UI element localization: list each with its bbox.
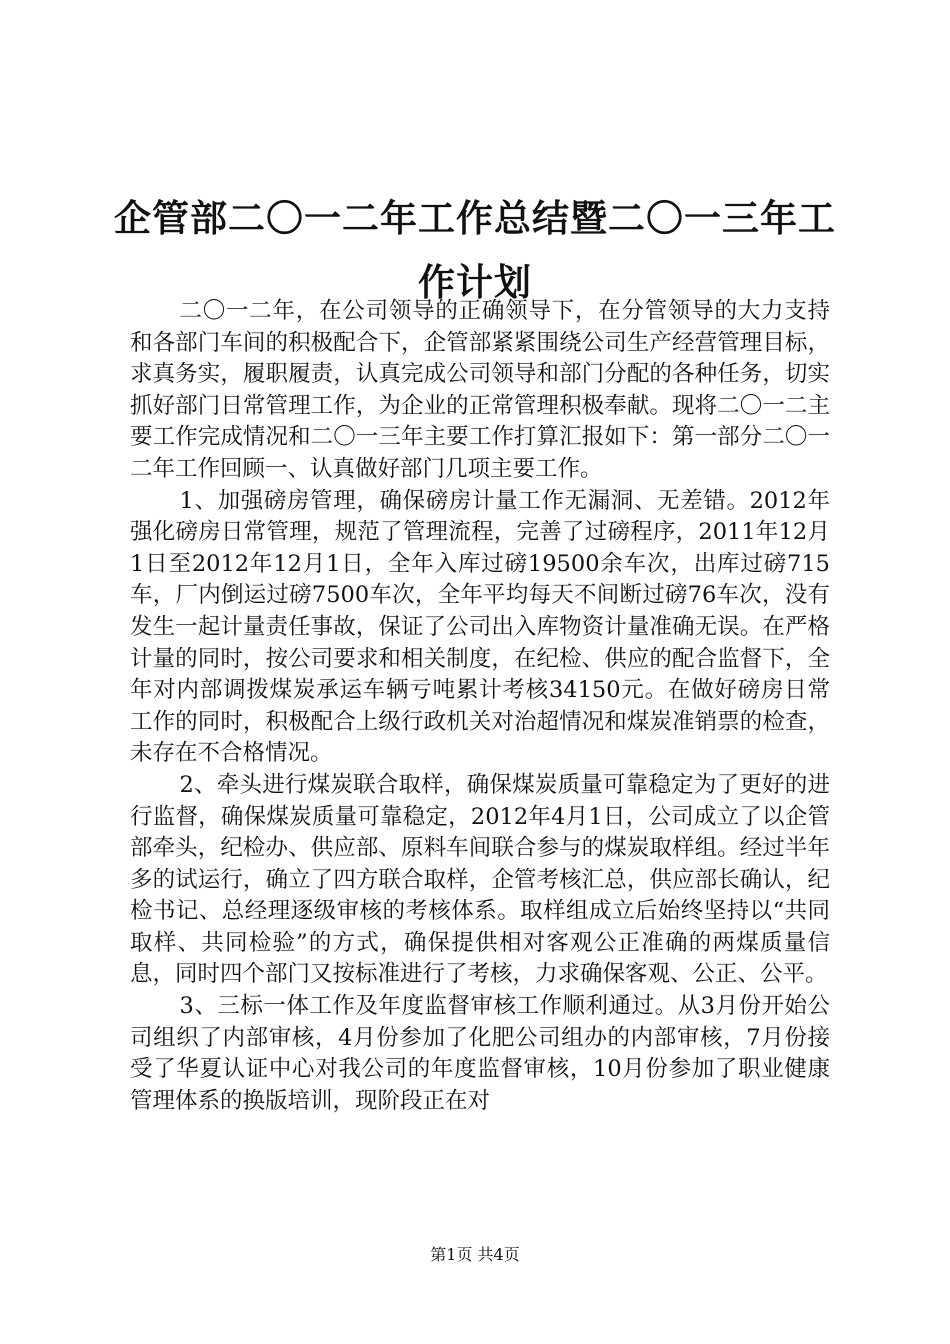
document-body: [130, 296, 830, 1117]
document-title: 企管部二〇一二年工作总结暨二〇一三年工作计划: [114, 196, 836, 304]
paragraph-intro: 二〇一二年，在公司领导的正确领导下，在分管领导的大力支持和各部门车间的积极配合下，企管部紧紧围绕公司生产经营管理目标，求真务实，履职履责，认真完成公司领导和部门分配的各种任务，切实抓好部门日常管理工作，为企业的正常管理积极奉献。现将二〇一二主要工作完成情况和二〇一三年主要工作打算汇报如下：第一部分二〇一二年工作回顾一、认真做好部门几项主要工作。: [130, 298, 830, 482]
paragraph-item-2: 2、牵头进行煤炭联合取样，确保煤炭质量可靠稳定为了更好的进行监督，确保煤炭质量可靠稳定，2012年4月1日，公司成立了以企管部牵头，纪检办、供应部、原料车间联合参与的煤炭取样组。经过半年多的试运行，确立了四方联合取样，企管考核汇总，供应部长确认，纪检书记、总经理逐级审核的考核体系。取样组成立后始终坚持以“共同取样、共同检验”的方式，确保提供相对客观公正准确的两煤质量信息，同时四个部门又按标准进行了考核，力求确保客观、公正、公平。: [130, 771, 830, 988]
page-number-footer: 第1页 共4页: [430, 1245, 520, 1264]
paragraph-item-1: 1、加强磅房管理，确保磅房计量工作无漏洞、无差错。2012年强化磅房日常管理，规范了管理流程，完善了过磅程序，2011年12月1日至2012年12月1日，全年入库过磅19500余车次，出库过磅715车，厂内倒运过磅7500车次，全年平均每天不间断过磅76车次，没有发生一起计量责任事故，保证了公司出入库物资计量准确无误。在严格计量的同时，按公司要求和相关制度，在纪检、供应的配合监督下，全年对内部调拨煤炭承运车辆亏吨累计考核34150元。在做好磅房日常工作的同时，积极配合上级行政机关对治超情况和煤炭准销票的检查，未存在不合格情况。: [130, 487, 830, 767]
paragraph-item-3: 3、三标一体工作及年度监督审核工作顺利通过。从3月份开始公司组织了内部审核，4月份参加了化肥公司组办的内部审核，7月份接受了华夏认证中心对我公司的年度监督审核，10月份参加了职业健康管理体系的换版培训，现阶段正在对: [130, 993, 830, 1114]
